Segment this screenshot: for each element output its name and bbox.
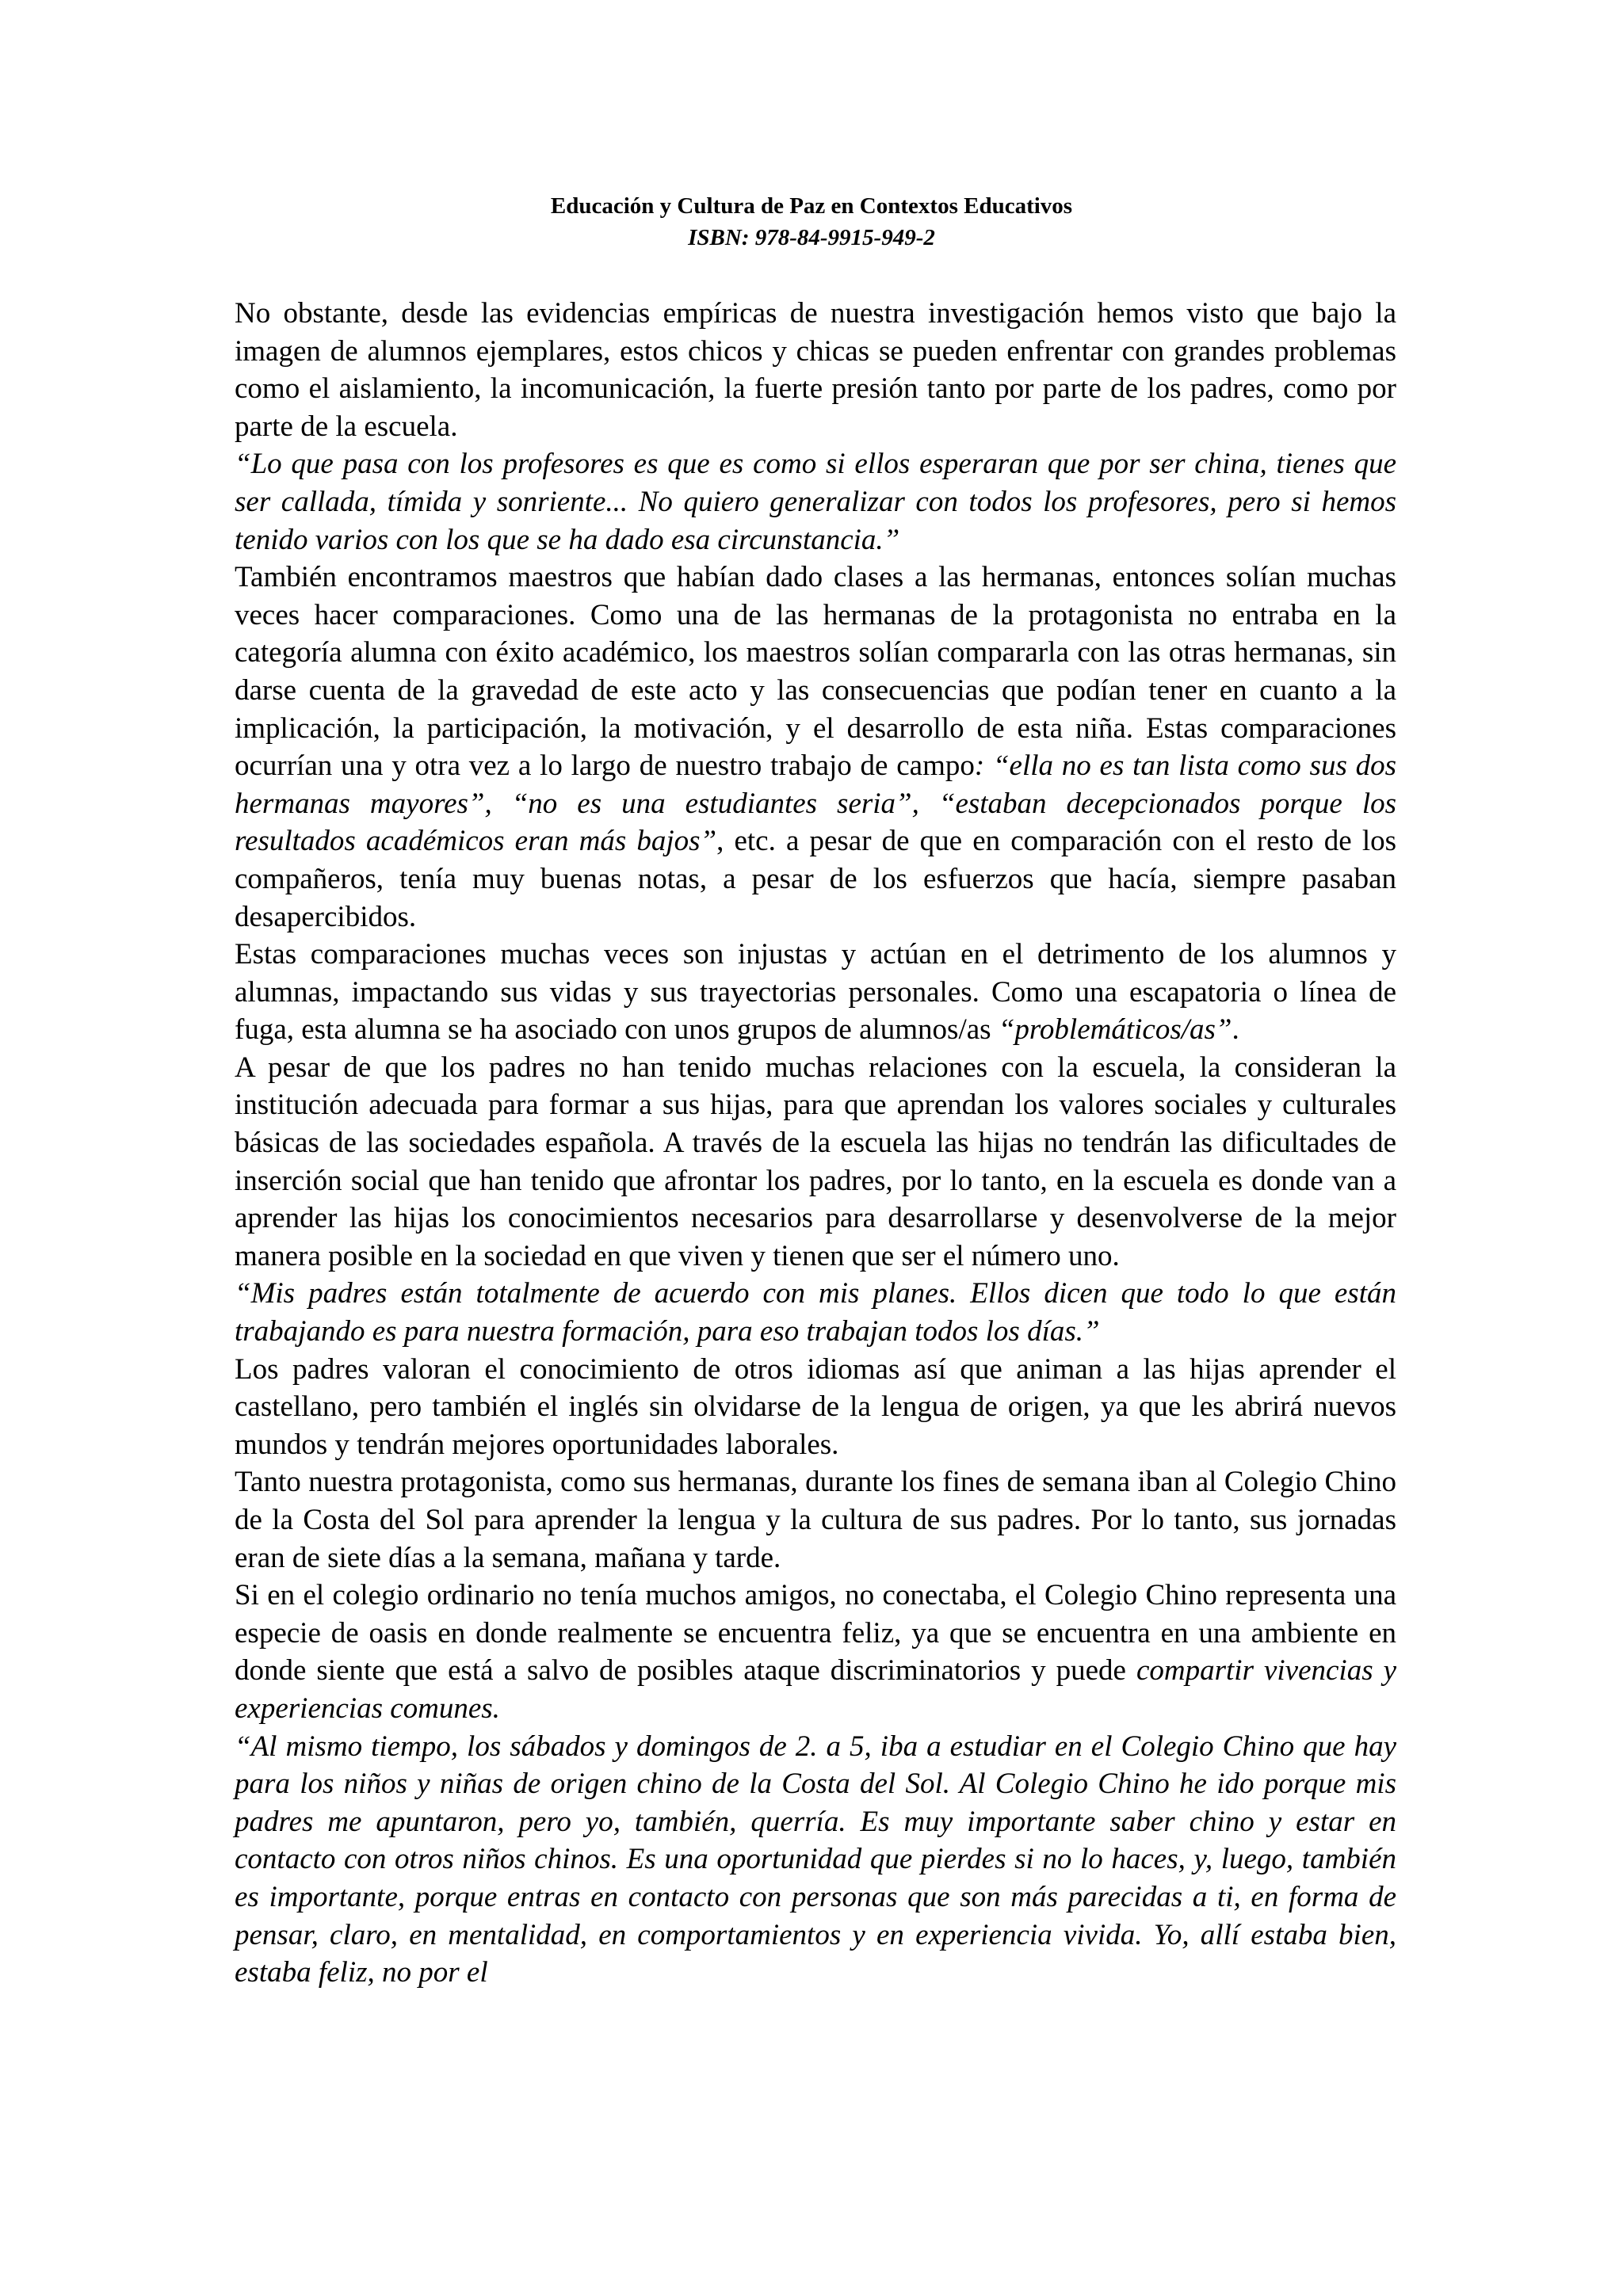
paragraph [235, 1577, 1396, 1727]
page-header [0, 190, 1623, 254]
isbn: ISBN: 978-84-9915-949-2 [688, 225, 935, 250]
paragraph-text: Estas comparaciones muchas veces son injustas y actúan en el detrimento de los alumnos y alumnas, impactando sus vidas y sus trayectorias personales. Como una escapatoria o línea de fuga, esta alumna se ha asociado con unos grupos de alumnos/as [235, 938, 1396, 1047]
paragraph: A pesar de que los padres no han tenido muchas relaciones con la escuela, la consideran la institución adecuada para formar a sus hijas, para que aprendan los valores sociales y culturales básicas de las sociedades española. A través de la escuela las hijas no tendrán las dificultades de inserción social que han tenido que afrontar los padres, por lo tanto, en la escuela es donde van a aprender las hijas los conocimientos necesarios para desarrollarse y desenvolverse de la mejor manera posible en la sociedad en que viven y tienen que ser el número uno. [235, 1051, 1396, 1272]
paragraph [235, 559, 1396, 936]
paragraph: No obstante, desde las evidencias empíricas de nuestra investigación hemos visto que bajo la imagen de alumnos ejemplares, estos chicos y chicas se pueden enfrentar con grandes problemas como el aislamiento, la incomunicación, la fuerte presión tanto por parte de los padres, como por parte de la escuela. [235, 297, 1396, 443]
body-text [235, 295, 1396, 1992]
book-title: Educación y Cultura de Paz en Contextos Educativos [550, 193, 1073, 219]
paragraph: Tanto nuestra protagonista, como sus hermanas, durante los fines de semana iban al Colegio Chino de la Costa del Sol para aprender la lengua y la cultura de sus padres. Por lo tanto, sus jornadas eran de siete días a la semana, mañana y tarde. [235, 1466, 1396, 1574]
quote: “Mis padres están totalmente de acuerdo con mis planes. Ellos dicen que todo lo que están trabajando es para nuestra formación, para eso trabajan todos los días.” [235, 1277, 1396, 1348]
paragraph-text: , etc. a pesar de que en comparación con el resto de los compañeros, tenía muy buenas notas, a pesar de los esfuerzos que hacía, siempre pasaban desapercibidos. [235, 825, 1396, 933]
paragraph-end: . [1232, 1013, 1239, 1047]
italic-phrase: compartir vivencias y experiencias comunes. [235, 1654, 1396, 1725]
paragraph: Los padres valoran el conocimiento de otros idiomas así que animan a las hijas aprender el castellano, pero también el inglés sin olvidarse de la lengua de origen, ya que les abrirá nuevos mundos y tendrán mejores oportunidades laborales. [235, 1352, 1396, 1461]
italic-term: “problemáticos/as” [998, 1013, 1232, 1047]
italic-quotes: : “ella no es tan lista como sus dos hermanas mayores”, “no es una estudiantes seria”, “estaban decepcionados porque los resultados académicos eran más bajos” [235, 749, 1397, 858]
quote: “Al mismo tiempo, los sábados y domingos de 2. a 5, iba a estudiar en el Colegio Chino que hay para los niños y niñas de origen chino de la Costa del Sol. Al Colegio Chino he ido porque mis padres me apuntaron, pero yo, también, querría. Es muy importante saber chino y estar en contacto con otros niños chinos. Es una oportunidad que pierdes si no lo haces, y, luego, también es importante, porque entras en contacto con personas que son más parecidas a ti, en forma de pensar, claro, en mentalidad, en comportamientos y en experiencia vivida. Yo, allí estaba bien, estaba feliz, no por el [235, 1730, 1396, 1989]
quote: “Lo que pasa con los profesores es que es como si ellos esperaran que por ser china, tienes que ser callada, tímida y sonriente... No quiero generalizar con todos los profesores, pero si hemos tenido varios con los que se ha dado esa circunstancia.” [235, 448, 1396, 556]
paragraph [235, 936, 1396, 1049]
paragraph-text: También encontramos maestros que habían dado clases a las hermanas, entonces solían muchas veces hacer comparaciones. Como una de las hermanas de la protagonista no entraba en la categoría alumna con éxito académico, los maestros solían compararla con las otras hermanas, sin darse cuenta de la gravedad de este acto y las consecuencias que podían tener en cuanto a la implicación, la participación, la motivación, y el desarrollo de esta niña. Estas comparaciones ocurrían una y otra vez a lo largo de nuestro trabajo de campo [235, 561, 1396, 783]
paragraph-text: Si en el colegio ordinario no tenía muchos amigos, no conectaba, el Colegio Chino representa una especie de oasis en donde realmente se encuentra feliz, ya que se encuentra en una ambiente en donde siente que está a salvo de posibles ataque discriminatorios y puede [235, 1579, 1396, 1688]
